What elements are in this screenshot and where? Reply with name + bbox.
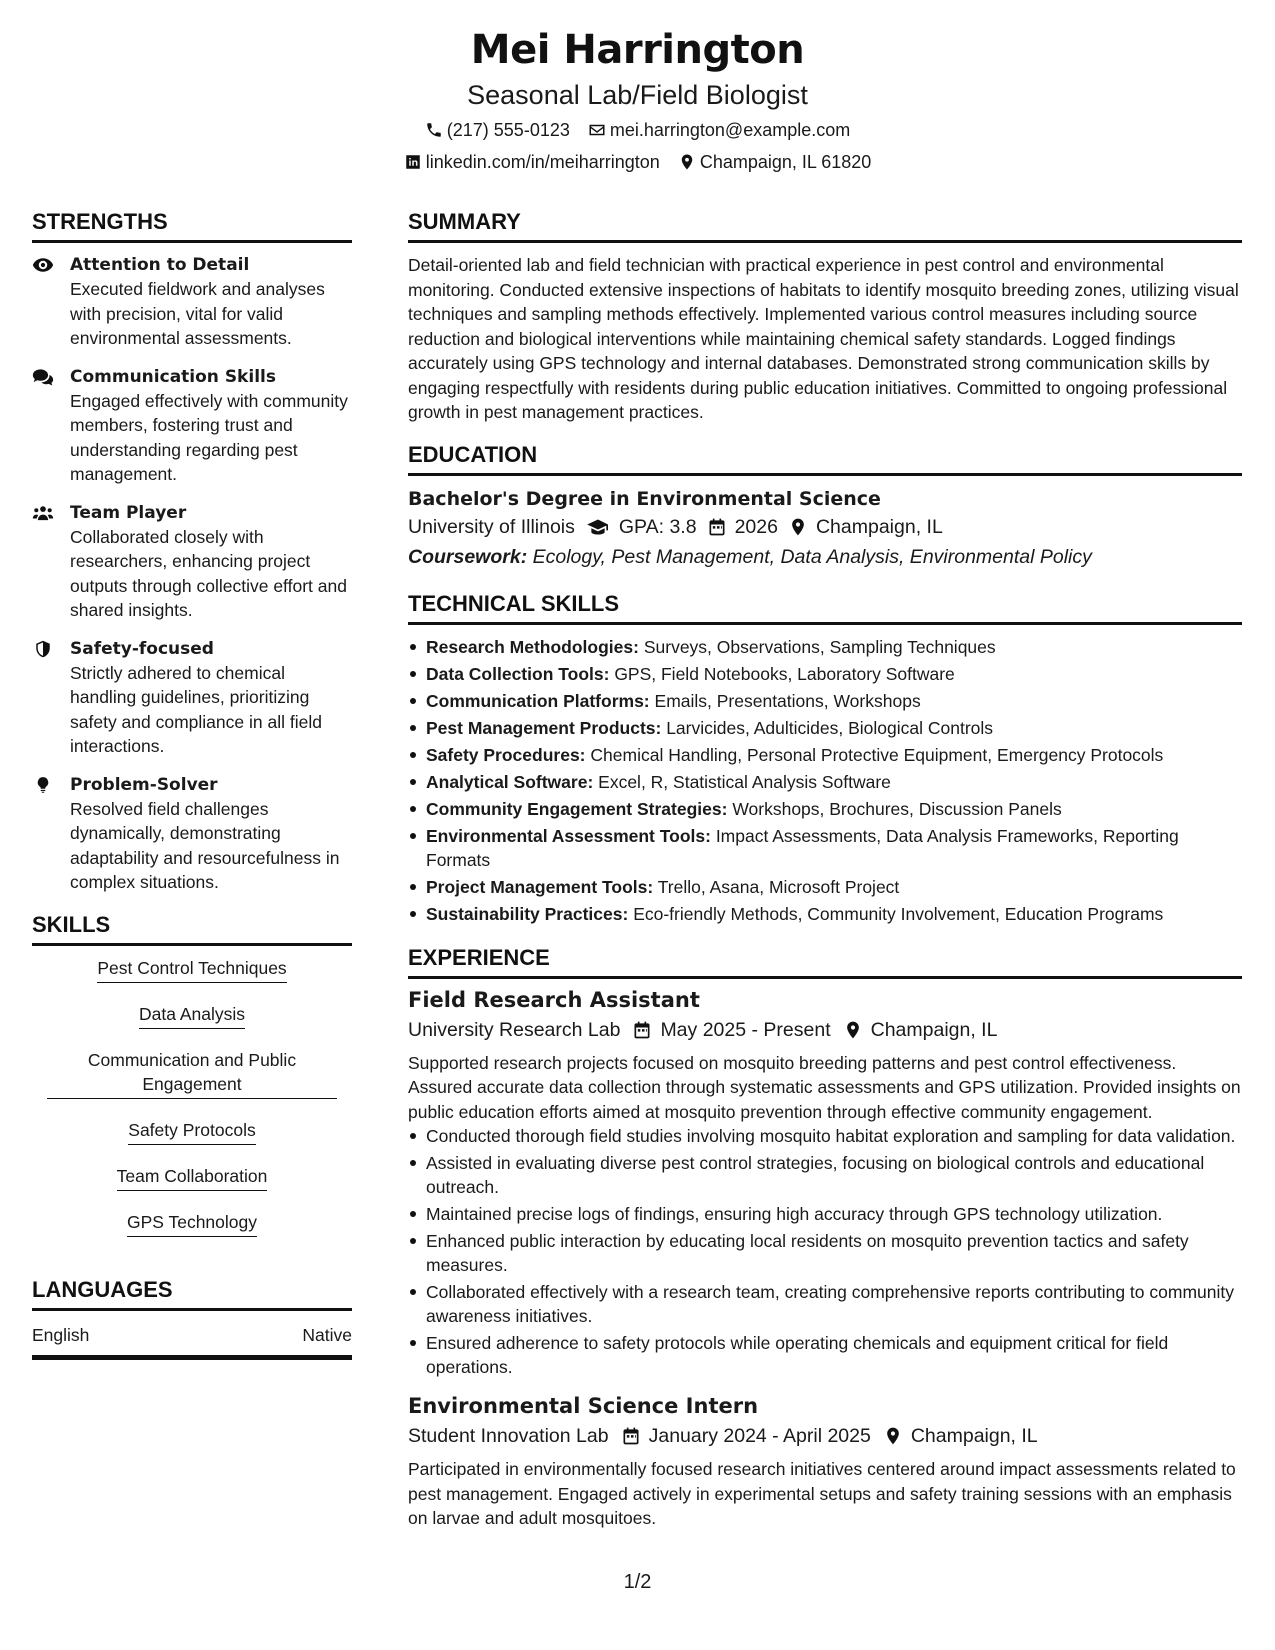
edu-location-item: [788, 512, 943, 542]
technical-skill-value: Emails, Presentations, Workshops: [654, 690, 921, 711]
technical-skill-value: Larvicides, Adulticides, Biological Controls: [666, 717, 994, 738]
calendar-icon: [621, 1426, 641, 1446]
strength-icon-wrap: [32, 773, 58, 895]
language-row: [32, 1317, 352, 1360]
comments-icon: [32, 368, 54, 386]
job-location: Champaign, IL: [910, 1425, 1038, 1447]
job-description: Participated in environmentally focused research initiatives centered around impact assessments related to pest management. Engaged actively in experimental setups and safety training sessions with an emphasis on larvae and adult mosquitoes.: [408, 1459, 1236, 1528]
strength-description: Strictly adhered to chemical handling guidelines, prioritizing safety and compliance in all field interactions.: [70, 662, 322, 756]
languages-list: [32, 1317, 352, 1360]
location-text: Champaign, IL 61820: [699, 152, 872, 172]
lightbulb-icon: [32, 776, 54, 794]
job-description: Supported research projects focused on mosquito breeding patterns and pest control effectiveness. Assured accurate data collection through systematic assessments and GPS utilization. Provided insights on public education efforts aimed at mosquito prevention through effective community engagement.: [408, 1052, 1241, 1122]
job-meta: [408, 1015, 1242, 1045]
page-number: 1/2: [623, 1571, 652, 1593]
languages-heading: LANGUAGES: [32, 1274, 352, 1311]
technical-skill-label: Project Management Tools:: [426, 876, 654, 897]
skill-item: [32, 1002, 352, 1048]
technical-skill-item: [408, 797, 1242, 821]
strength-description: Collaborated closely with researchers, enhancing project outputs through collective effort and shared insights.: [70, 526, 347, 620]
job-bullet: Enhanced public interaction by educating local residents on mosquito prevention tactics and safety measures.: [408, 1229, 1242, 1277]
technical-skill-value: Workshops, Brochures, Discussion Panels: [732, 798, 1062, 819]
right-column: [408, 206, 1242, 1543]
skill-item: [32, 1118, 352, 1164]
job-location-item: [883, 1421, 1038, 1451]
technical-skill-label: Research Methodologies:: [426, 636, 639, 657]
technical-skill-label: Pest Management Products:: [426, 717, 662, 738]
strength-name: Team Player: [70, 502, 187, 523]
technical-skill-value: Excel, R, Statistical Analysis Software: [598, 771, 891, 792]
contact-phone: [425, 118, 570, 142]
experience-list: [408, 985, 1242, 1531]
technical-skill-label: Communication Platforms:: [426, 690, 650, 711]
contact-row-1: [0, 118, 1275, 142]
skill-label: Data Analysis: [139, 1002, 245, 1029]
skills-list: [32, 956, 352, 1256]
language-level: Native: [302, 1324, 352, 1345]
strength-item: [32, 773, 352, 895]
strength-item: [32, 501, 352, 623]
left-column: [32, 206, 352, 1360]
edu-location-text: Champaign, IL: [815, 515, 943, 538]
skill-label: Safety Protocols: [128, 1118, 255, 1145]
technical-skill-item: [408, 902, 1242, 926]
job-org: University Research Lab: [408, 1018, 621, 1041]
resume-header: [0, 22, 1275, 174]
graduation-cap-icon: [585, 517, 611, 537]
language-name: English: [32, 1324, 90, 1345]
year-text: 2026: [734, 515, 778, 538]
strength-description: Executed fieldwork and analyses with precision, vital for valid environmental assessments.: [70, 279, 325, 348]
job-bullet: Conducted thorough field studies involving mosquito habitat exploration and sampling for data validation.: [408, 1124, 1242, 1148]
technical-skills-heading: TECHNICAL SKILLS: [408, 588, 1242, 625]
technical-skill-label: Community Engagement Strategies:: [426, 798, 728, 819]
gpa-text: GPA: 3.8: [618, 515, 697, 538]
summary-heading: SUMMARY: [408, 206, 1242, 243]
job-dates: May 2025 - Present: [660, 1018, 831, 1041]
map-pin-icon: [788, 517, 808, 537]
technical-skill-value: Chemical Handling, Personal Protective Equipment, Emergency Protocols: [590, 744, 1164, 765]
users-icon: [32, 504, 54, 522]
skill-label: GPS Technology: [127, 1210, 257, 1237]
technical-skill-value: Trello, Asana, Microsoft Project: [657, 876, 900, 897]
skill-label: Team Collaboration: [117, 1164, 268, 1191]
contact-location: [678, 150, 871, 174]
technical-skill-item: [408, 875, 1242, 899]
candidate-title: Seasonal Lab/Field Biologist: [467, 80, 808, 110]
skills-heading: SKILLS: [32, 909, 352, 946]
job-entry: [408, 1391, 1242, 1531]
skill-label: Pest Control Techniques: [97, 956, 286, 983]
contact-row-2: [0, 150, 1275, 174]
linkedin-icon: [404, 153, 422, 171]
candidate-name: Mei Harrington: [470, 27, 805, 73]
technical-skill-item: [408, 770, 1242, 794]
technical-skill-item: [408, 743, 1242, 767]
strengths-list: [32, 253, 352, 895]
technical-skill-item: [408, 635, 1242, 659]
technical-skill-value: Impact Assessments, Data Analysis Frameworks, Reporting Formats: [426, 825, 1179, 870]
summary-text: Detail-oriented lab and field technician with practical experience in pest control and environmental monitoring. Conducted extensive inspections of habitats to identify mosquito breeding zones, utilizing visual techniques and sampling methods effectively. Implemented various control measures including source reduction and biological interventions while maintaining chemical safety standards. Logged findings accurately using GPS technology and internal databases. Demonstrated strong communication skills by engaging respectfully with residents during public education initiatives. Committed to ongoing professional growth in pest management practices.: [408, 255, 1239, 422]
map-pin-icon: [883, 1426, 903, 1446]
strength-name: Problem-Solver: [70, 774, 218, 795]
coursework: [408, 542, 1242, 572]
gpa-item: [585, 512, 697, 542]
calendar-icon: [632, 1020, 652, 1040]
strength-description: Resolved field challenges dynamically, demonstrating adaptability and resourcefulness in complex situations.: [70, 798, 340, 892]
year-item: [707, 512, 778, 542]
job-bullet: Assisted in evaluating diverse pest control strategies, focusing on biological controls and educational outreach.: [408, 1151, 1242, 1199]
strength-icon-wrap: [32, 253, 58, 351]
job-meta: [408, 1421, 1242, 1451]
job-location-item: [843, 1015, 998, 1045]
contact-linkedin[interactable]: [404, 150, 660, 174]
technical-skill-item: [408, 824, 1242, 872]
strength-icon-wrap: [32, 637, 58, 759]
job-bullet: Ensured adherence to safety protocols while operating chemicals and equipment critical for field operations.: [408, 1331, 1242, 1379]
degree-name: Bachelor's Degree in Environmental Science: [408, 487, 881, 510]
strength-name: Communication Skills: [70, 366, 276, 387]
technical-skill-item: [408, 716, 1242, 740]
job-org: Student Innovation Lab: [408, 1425, 609, 1447]
strength-name: Safety-focused: [70, 638, 214, 659]
envelope-icon: [588, 121, 606, 139]
job-bullet: Maintained precise logs of findings, ensuring high accuracy through GPS technology utilization.: [408, 1202, 1242, 1226]
strength-name: Attention to Detail: [70, 255, 250, 275]
job-dates-item: [621, 1421, 871, 1451]
skill-label: Communication and Public Engagement: [47, 1048, 337, 1099]
job-title: Environmental Science Intern: [408, 1394, 759, 1418]
strengths-heading: STRENGTHS: [32, 206, 352, 243]
strength-item: [32, 365, 352, 487]
job-title: Field Research Assistant: [408, 987, 700, 1012]
map-pin-icon: [843, 1020, 863, 1040]
school-name: University of Illinois: [408, 515, 575, 538]
technical-skill-label: Data Collection Tools:: [426, 663, 610, 684]
skill-item: [32, 1164, 352, 1210]
phone-icon: [425, 121, 443, 139]
skill-item: [32, 1048, 352, 1118]
job-dates-item: [632, 1015, 830, 1045]
shield-icon: [32, 640, 54, 658]
email-text[interactable]: mei.harrington@example.com: [609, 120, 851, 140]
job-bullet: Collaborated effectively with a research team, creating comprehensive reports contributing to community awareness initiatives.: [408, 1280, 1242, 1328]
skill-item: [32, 956, 352, 1002]
education-heading: EDUCATION: [408, 439, 1242, 476]
experience-heading: EXPERIENCE: [408, 942, 1242, 979]
contact-email[interactable]: [588, 118, 850, 142]
technical-skill-value: GPS, Field Notebooks, Laboratory Software: [614, 663, 955, 684]
technical-skill-label: Safety Procedures:: [426, 744, 586, 765]
strength-description: Engaged effectively with community members, fostering trust and understanding regarding pest management.: [70, 390, 348, 484]
technical-skill-label: Environmental Assessment Tools:: [426, 825, 711, 846]
job-bullets: [408, 1124, 1242, 1379]
linkedin-text[interactable]: linkedin.com/in/meiharrington: [425, 152, 660, 172]
strength-icon-wrap: [32, 365, 58, 487]
education-meta: [408, 512, 1242, 542]
eye-icon: [32, 256, 54, 274]
coursework-label: Coursework:: [408, 545, 528, 568]
strength-item: [32, 637, 352, 759]
technical-skill-item: [408, 689, 1242, 713]
job-entry: [408, 985, 1242, 1380]
technical-skill-value: Eco-friendly Methods, Community Involvement, Education Programs: [633, 903, 1164, 924]
phone-text: (217) 555-0123: [446, 120, 570, 140]
strength-icon-wrap: [32, 501, 58, 623]
technical-skill-label: Sustainability Practices:: [426, 903, 629, 924]
skill-item: [32, 1210, 352, 1256]
job-dates: January 2024 - April 2025: [648, 1425, 871, 1447]
technical-skills-list: [408, 635, 1242, 926]
technical-skill-value: Surveys, Observations, Sampling Techniques: [643, 636, 996, 657]
calendar-icon: [707, 517, 727, 537]
technical-skill-item: [408, 662, 1242, 686]
map-pin-icon: [678, 153, 696, 171]
technical-skill-label: Analytical Software:: [426, 771, 594, 792]
job-location: Champaign, IL: [870, 1018, 998, 1041]
strength-item: [32, 253, 352, 351]
coursework-text: Ecology, Pest Management, Data Analysis, Environmental Policy: [532, 545, 1092, 568]
